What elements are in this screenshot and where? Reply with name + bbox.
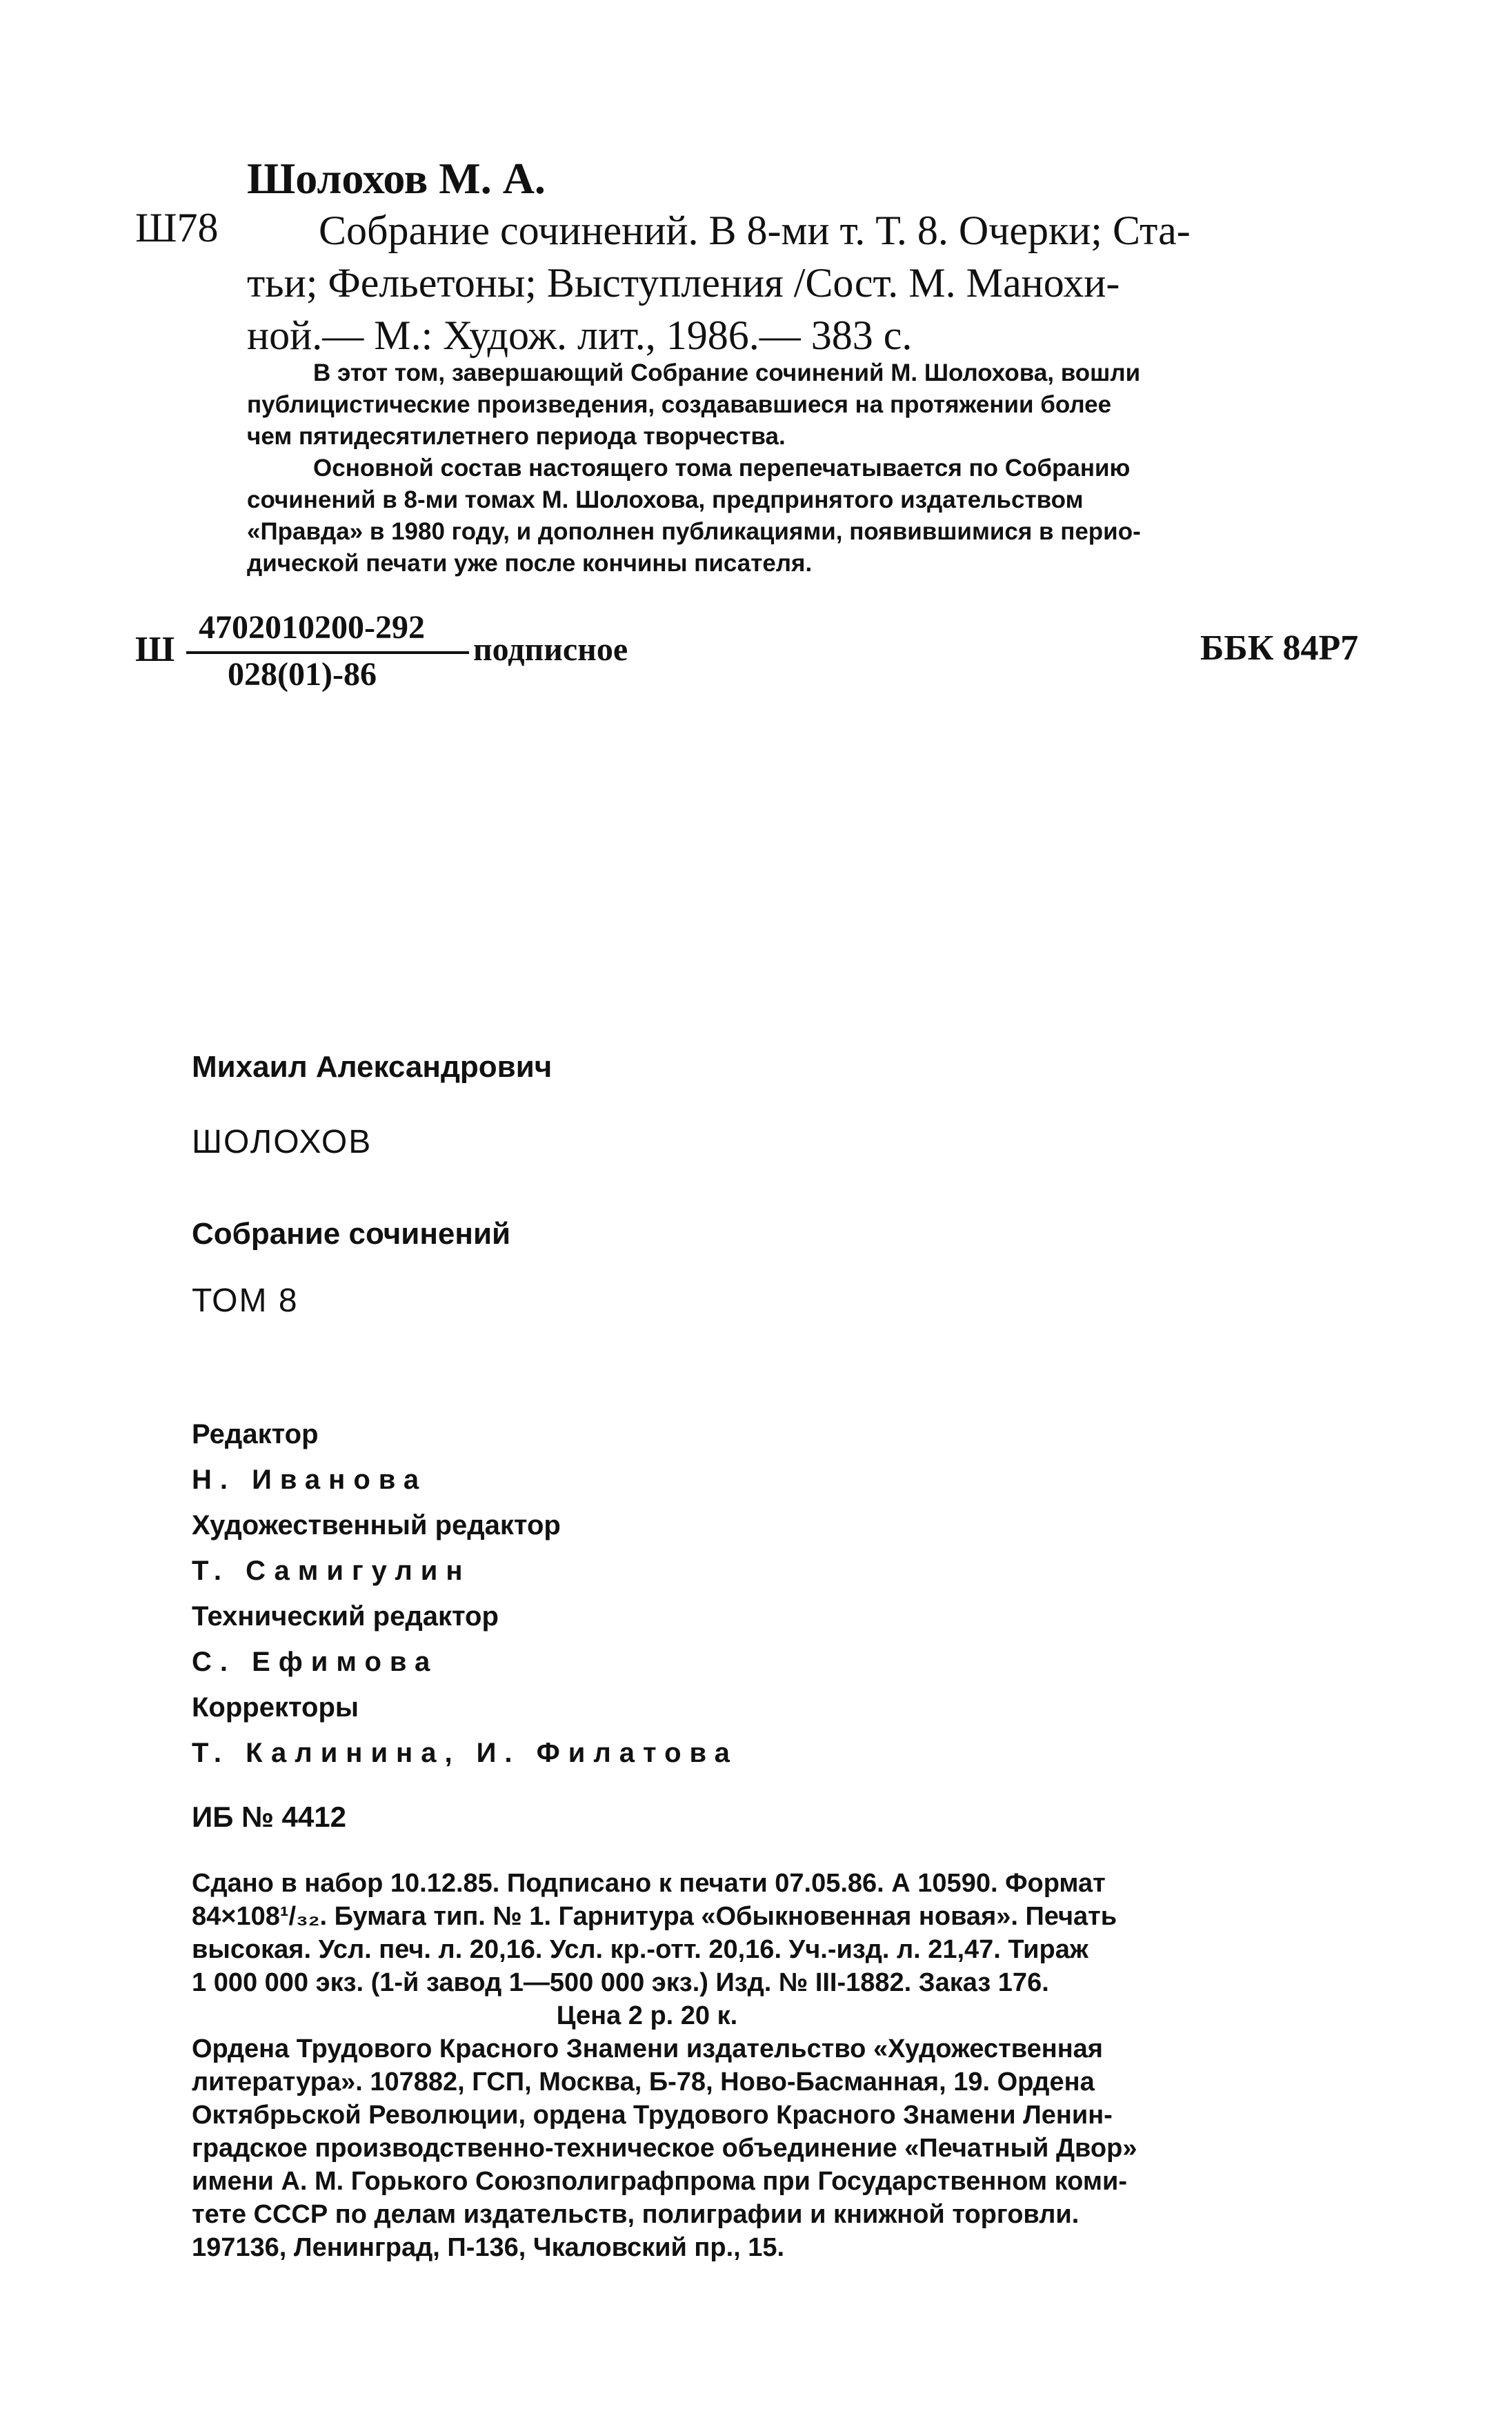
publication-line: 1 000 000 экз. (1-й завод 1—500 000 экз.) Изд. № III-1882. Заказ 176.: [192, 1968, 1049, 1997]
publisher-line: 197136, Ленинград, П-136, Чкаловский пр., 15.: [192, 2233, 785, 2262]
credit-role: Корректоры: [192, 1692, 359, 1723]
bibliographic-description: [247, 204, 1378, 361]
biblio-line: Собрание сочинений. В 8-ми т. Т. 8. Очерки; Ста-: [319, 208, 1191, 253]
catalog-code: Ш78: [135, 205, 219, 250]
price: Цена 2 р. 20 к.: [556, 2001, 738, 2030]
index-denominator: 028(01)-86: [228, 656, 377, 693]
volume-number: ТОМ 8: [192, 1282, 299, 1319]
collection-title: Собрание сочинений: [192, 1217, 511, 1251]
annotation-line: В этот том, завершающий Собрание сочинений М. Шолохова, вошли: [313, 359, 1141, 386]
credit-person: Т. Самигулин: [192, 1556, 471, 1586]
annotation: [247, 357, 1378, 579]
publication-details: [192, 1867, 1323, 2264]
credits-list: [192, 1411, 738, 1776]
publisher-line: градское производственно-техническое объединение «Печатный Двор»: [192, 2134, 1137, 2163]
credit-role: Редактор: [192, 1419, 319, 1449]
credit-person: Н. Иванова: [192, 1465, 428, 1495]
author-heading: Шолохов М. А.: [247, 154, 546, 203]
bbk-code: ББК 84Р7: [1200, 628, 1359, 668]
author-first-name: Михаил Александрович: [192, 1050, 553, 1084]
index-numerator: 4702010200-292: [199, 609, 425, 646]
publisher-line: Октябрьской Революции, ордена Трудового Красного Знамени Ленин-: [192, 2101, 1113, 2130]
ib-number: ИБ № 4412: [192, 1801, 346, 1833]
publication-line: 84×108¹/₃₂. Бумага тип. № 1. Гарнитура «Обыкновенная новая». Печать: [192, 1902, 1117, 1931]
publisher-line: Ордена Трудового Красного Знамени издательство «Художественная: [192, 2034, 1103, 2063]
annotation-line: публицистические произведения, создававшиеся на протяжении более: [247, 391, 1112, 418]
index-letter: Ш: [135, 630, 175, 669]
annotation-line: дической печати уже после кончины писателя.: [247, 550, 813, 577]
annotation-line: «Правда» в 1980 году, и дополнен публикациями, появившимися в перио-: [247, 518, 1141, 545]
annotation-line: Основной состав настоящего тома перепечатывается по Собранию: [313, 455, 1131, 482]
subscription-label: подписное: [473, 631, 628, 668]
publisher-line: литература». 107882, ГСП, Москва, Б-78, Ново-Басманная, 19. Ордена: [192, 2068, 1095, 2097]
credit-person: Т. Калинина, И. Филатова: [192, 1738, 738, 1768]
annotation-line: чем пятидесятилетнего периода творчества.: [247, 423, 786, 450]
publisher-line: имени А. М. Горького Союзполиграфпрома при Государственном коми-: [192, 2167, 1127, 2196]
credit-role: Художественный редактор: [192, 1510, 561, 1540]
credit-person: С. Ефимова: [192, 1647, 439, 1677]
annotation-line: сочинений в 8-ми томах М. Шолохова, предпринятого издательством: [247, 486, 1084, 513]
fraction-bar: [186, 651, 469, 654]
biblio-line: ной.— М.: Худож. лит., 1986.— 383 с.: [247, 313, 913, 358]
credit-role: Технический редактор: [192, 1601, 499, 1632]
publisher-line: тете СССР по делам издательств, полиграфии и книжной торговли.: [192, 2200, 1080, 2229]
author-surname: ШОЛОХОВ: [192, 1124, 372, 1160]
biblio-line: тьи; Фельетоны; Выступления /Сост. М. Манохи-: [247, 260, 1120, 306]
publication-line: высокая. Усл. печ. л. 20,16. Усл. кр.-отт. 20,16. Уч.-изд. л. 21,47. Тираж: [192, 1935, 1088, 1964]
publication-line: Сдано в набор 10.12.85. Подписано к печати 07.05.86. А 10590. Формат: [192, 1869, 1106, 1898]
